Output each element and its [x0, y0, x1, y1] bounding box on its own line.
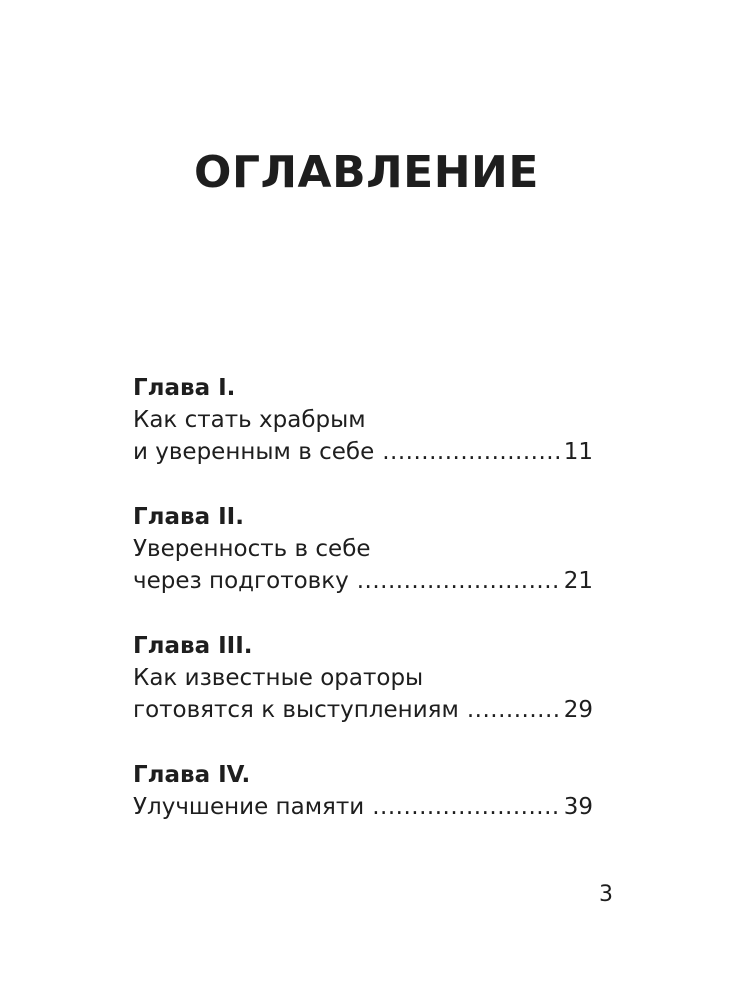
- chapter-page-number: 21: [563, 568, 593, 594]
- toc-chapter-4: [133, 759, 593, 823]
- toc-entry-line[interactable]: [133, 791, 593, 823]
- chapter-title-line: и уверенным в себе: [133, 439, 375, 465]
- chapter-page-number: 39: [563, 794, 593, 820]
- dot-leader: [467, 694, 560, 726]
- chapter-label: Глава I.: [133, 375, 236, 401]
- table-of-contents: [133, 372, 593, 856]
- chapter-page-number: 11: [563, 439, 593, 465]
- dot-leader: [372, 791, 559, 823]
- chapter-page-number: 29: [563, 697, 593, 723]
- dot-leader: [382, 436, 559, 468]
- page-number: 3: [599, 882, 613, 907]
- dot-leader: [357, 565, 560, 597]
- toc-entry-line[interactable]: [133, 436, 593, 468]
- chapter-title-line: Улучшение памяти: [133, 794, 365, 820]
- chapter-title-line: Как известные ораторы: [133, 665, 424, 691]
- toc-chapter-1: [133, 372, 593, 468]
- chapter-title-line: Как стать храбрым: [133, 407, 366, 433]
- toc-chapter-3: [133, 630, 593, 726]
- chapter-title-line: Уверенность в себе: [133, 536, 371, 562]
- chapter-label: Глава II.: [133, 504, 244, 530]
- chapter-label: Глава IV.: [133, 762, 251, 788]
- toc-entry-line[interactable]: [133, 694, 593, 726]
- chapter-title-line: готовятся к выступлениям: [133, 697, 459, 723]
- chapter-title-line: через подготовку: [133, 568, 349, 594]
- page-title: ОГЛАВЛЕНИЕ: [194, 147, 539, 198]
- chapter-label: Глава III.: [133, 633, 253, 659]
- toc-entry-line[interactable]: [133, 565, 593, 597]
- toc-chapter-2: [133, 501, 593, 597]
